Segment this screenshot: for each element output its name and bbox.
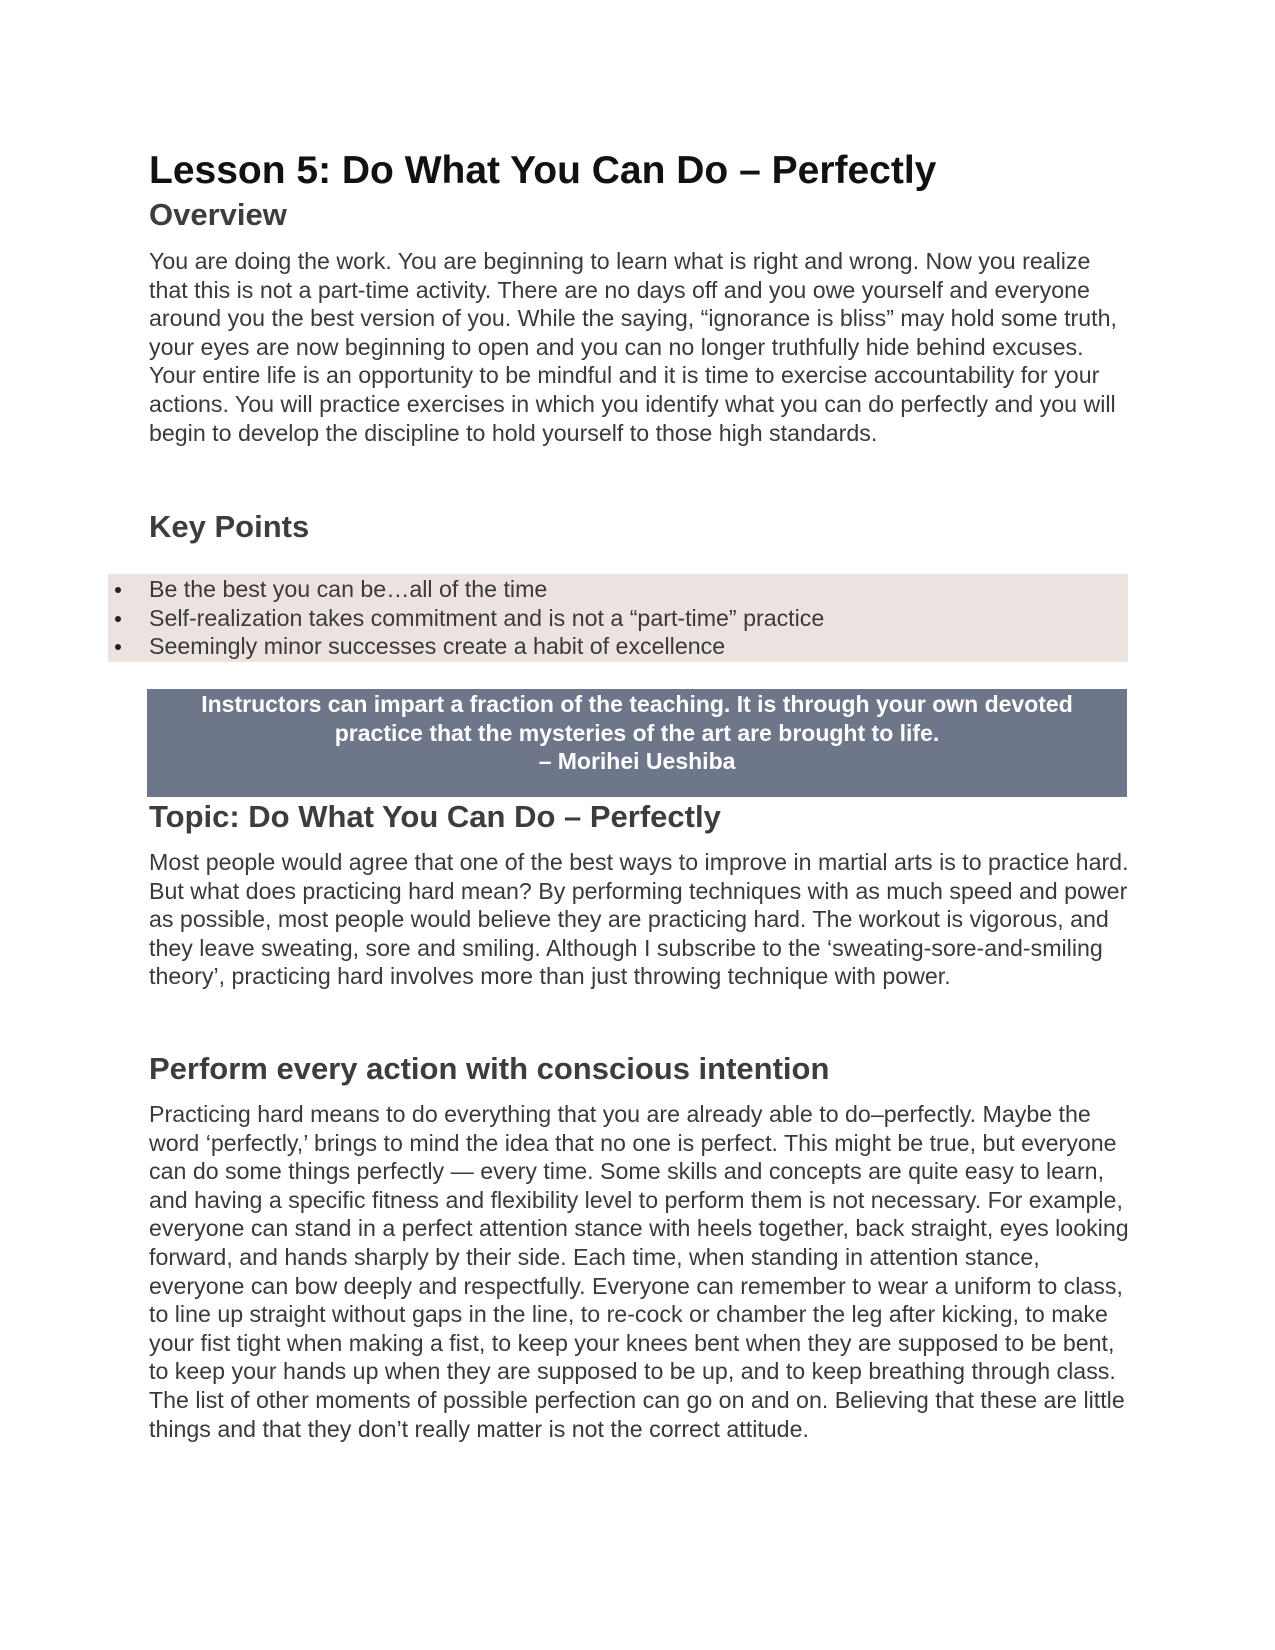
topic-heading: Topic: Do What You Can Do – Perfectly xyxy=(149,799,721,834)
quote-line: practice that the mysteries of the art are brought to life. xyxy=(334,719,940,746)
bullet-icon xyxy=(115,587,121,593)
key-point-text: Be the best you can be…all of the time xyxy=(149,576,548,602)
key-points-heading: Key Points xyxy=(149,509,310,544)
quote-box xyxy=(147,689,1127,797)
key-points-list xyxy=(108,575,1128,661)
key-point-text: Self-realization takes commitment and is not a “part-time” practice xyxy=(149,604,825,631)
quote-attribution: – Morihei Ueshiba xyxy=(538,748,736,774)
bullet-icon xyxy=(115,644,121,650)
key-point-text: Seemingly minor successes create a habit of excellence xyxy=(149,633,726,660)
bullet-icon xyxy=(115,616,121,622)
key-point-item xyxy=(108,604,1128,633)
key-point-item xyxy=(108,575,1128,604)
overview-paragraph: You are doing the work. You are beginning to learn what is right and wrong. Now you realize that this is not a part-time activity. There are no days off and you owe yourself and everyone around you the best version of you. While the saying, “ignorance is bliss” may hold some truth, your eyes are now beginning to open and you can no longer truthfully hide behind excuses. Your entire life is an opportunity to be mindful and it is time to exercise accountability for your actions. You will practice exercises in which you identify what you can do perfectly and you will begin to develop the discipline to hold yourself to those high standards. xyxy=(149,248,1117,446)
overview-heading: Overview xyxy=(149,197,287,232)
quote-line: Instructors can impart a fraction of the teaching. It is through your own devoted xyxy=(201,691,1073,717)
key-point-item xyxy=(108,632,1128,661)
lesson-title: Lesson 5: Do What You Can Do – Perfectly xyxy=(149,149,937,192)
perform-paragraph: Practicing hard means to do everything that you are already able to do–perfectly. Maybe the word ‘perfectly,’ brings to mind the idea that no one is perfect. This might be true, but everyone can do some things perfectly — every time. Some skills and concepts are quite easy to learn, and having a specific fitness and flexibility level to perform them is not necessary. For example, everyone can stand in a perfect attention stance with heels together, back straight, eyes looking forward, and hands sharply by their side. Each time, when standing in attention stance, everyone can bow deeply and respectfully. Everyone can remember to wear a uniform to class, to line up straight without gaps in the line, to re-cock or chamber the leg after kicking, to make your fist tight when making a fist, to keep your knees bent when they are supposed to be bent, to keep your hands up when they are supposed to be up, and to keep breathing through class. The list of other moments of possible perfection can go on and on. Believing that these are little things and that they don’t really matter is not the correct attitude. xyxy=(149,1101,1129,1442)
topic-paragraph: Most people would agree that one of the best ways to improve in martial arts is to practice hard. But what does practicing hard mean? By performing techniques with as much speed and power as possible, most people would believe they are practicing hard. The workout is vigorous, and they leave sweating, sore and smiling. Although I subscribe to the ‘sweating-sore-and-smiling theory’, practicing hard involves more than just throwing technique with power. xyxy=(149,849,1129,990)
perform-heading: Perform every action with conscious intention xyxy=(149,1051,830,1086)
